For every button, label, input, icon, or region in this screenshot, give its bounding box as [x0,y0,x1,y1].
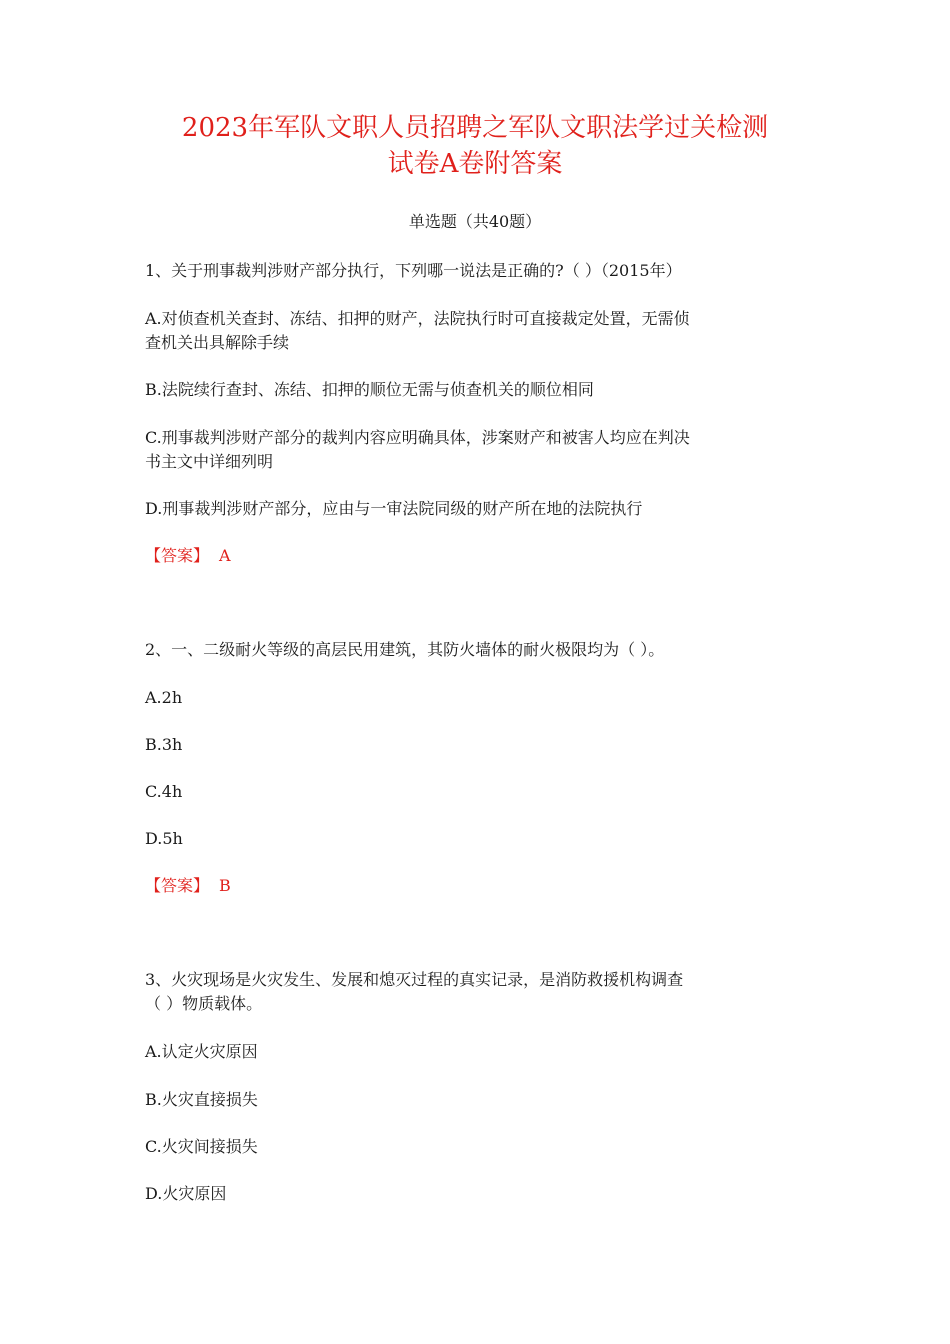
question-1-option-a-line-2: 查机关出具解除手续 [145,333,290,352]
question-2-stem: 2、一、二级耐火等级的高层民用建筑，其防火墙体的耐火极限均为（ ）。 [145,640,665,659]
question-1-option-b: B.法院续行查封、冻结、扣押的顺位无需与侦查机关的顺位相同 [145,380,594,399]
question-2-option-a: A.2h [145,688,183,707]
answer-value: A [219,546,231,565]
answer-value: B [219,876,231,895]
answer-label: 【答案】 [145,876,210,895]
question-3-stem-line-2: （ ）物质载体。 [145,994,263,1013]
question-3-option-a: A.认定火灾原因 [145,1042,258,1061]
question-3-stem-line-1: 3、火灾现场是火灾发生、发展和熄灭过程的真实记录，是消防救援机构调查 [145,970,684,989]
document-title-line-2: 试卷A卷附答案 [387,149,563,179]
question-1-option-a-line-1: A.对侦查机关查封、冻结、扣押的财产，法院执行时可直接裁定处置，无需侦 [145,309,690,328]
question-1-answer [145,543,815,569]
question-1-option-d: D.刑事裁判涉财产部分，应由与一审法院同级的财产所在地的法院执行 [145,499,643,518]
question-3-option-d: D.火灾原因 [145,1184,227,1203]
question-2-answer [145,873,815,899]
question-2-option-b: B.3h [145,735,183,754]
question-2-option-c: C.4h [145,782,183,801]
question-1-option-c-line-2: 书主文中详细列明 [145,452,274,471]
question-3-option-b: B.火灾直接损失 [145,1090,258,1109]
question-1-stem: 1、关于刑事裁判涉财产部分执行，下列哪一说法是正确的?（ ）（2015年） [145,261,682,280]
question-2-option-d: D.5h [145,829,183,848]
question-1-option-c-line-1: C.刑事裁判涉财产部分的裁判内容应明确具体，涉案财产和被害人均应在判决 [145,428,690,447]
section-heading: 单选题（共40题） [408,212,542,231]
answer-label: 【答案】 [145,546,210,565]
question-3-option-c: C.火灾间接损失 [145,1137,258,1156]
document-title-line-1: 2023年军队文职人员招聘之军队文职法学过关检测 [181,113,769,143]
